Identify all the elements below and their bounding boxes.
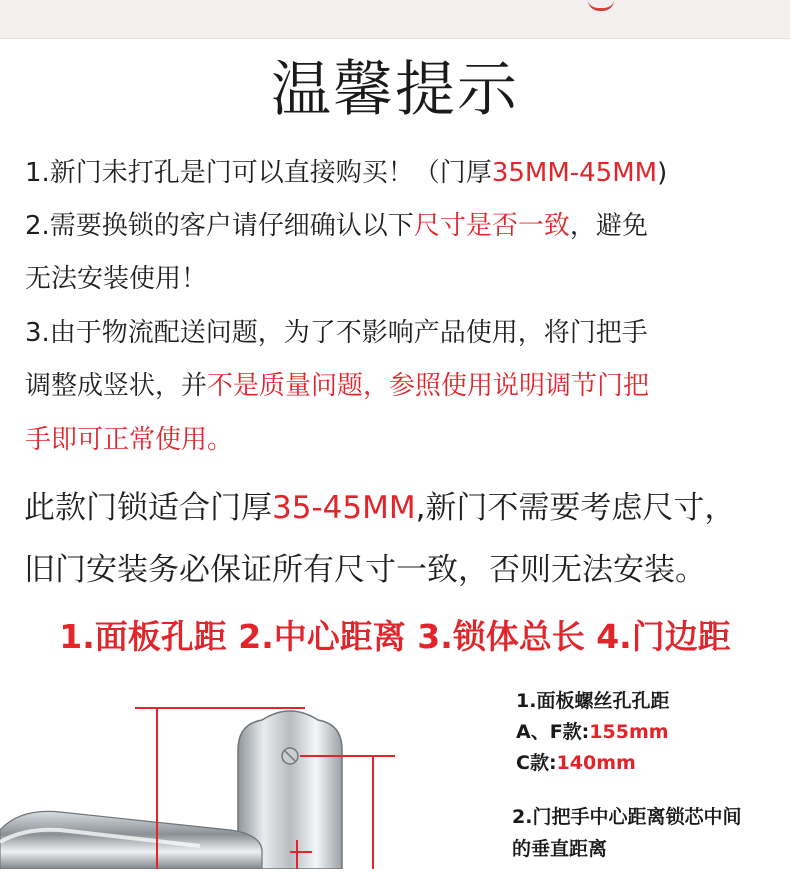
note-2-end: ，避免: [569, 211, 648, 241]
note-line-2: [25, 209, 648, 243]
dimension-1-af-value: 155mm: [589, 721, 669, 743]
note-5-highlight: 不是质量问题，参照使用说明调节门把: [207, 371, 650, 401]
note-line-3: [25, 262, 207, 296]
statement-1-highlight: 35-45MM: [272, 490, 416, 526]
note-5-text: 调整成竖状，并: [25, 371, 208, 401]
note-3-text: 无法安装使用！: [25, 264, 208, 294]
note-6-highlight: 手即可正常使用。: [25, 425, 234, 455]
dimension-1-c: [516, 750, 636, 776]
statement-line-1: [24, 488, 735, 528]
dimension-headline: 1.面板孔距 2.中心距离 3.锁体总长 4.门边距: [59, 617, 731, 656]
statement-line-2: [24, 550, 706, 590]
dimension-1-af: [516, 719, 669, 745]
handle-lever: [0, 811, 262, 869]
note-2-text: 2.需要换锁的客户请仔细确认以下: [25, 211, 414, 241]
note-line-6: [25, 423, 233, 457]
top-banner-strip: [0, 0, 790, 39]
dimension-1-c-label: C款:: [516, 752, 557, 774]
dimension-1-c-value: 140mm: [556, 752, 636, 774]
note-1-highlight: 35MM-45MM: [491, 158, 658, 188]
handle-diagram: [0, 680, 790, 869]
page-title: 温馨提示: [271, 55, 519, 125]
dimension-2-title: 2.门把手中心距离锁芯中间: [512, 806, 742, 828]
note-1-text: 1.新门未打孔是门可以直接购买！（门厚: [25, 158, 492, 188]
statement-1-end: ,新门不需要考虑尺寸，: [415, 490, 736, 526]
statement-1-text: 此款门锁适合门厚: [24, 490, 272, 526]
dimension-1-title: 1.面板螺丝孔孔距: [516, 690, 670, 712]
dimension-1-af-label: A、F款:: [516, 721, 590, 743]
statement-2-text: 旧门安装务必保证所有尺寸一致，否则无法安装。: [24, 552, 706, 588]
note-2-highlight: 尺寸是否一致: [413, 211, 570, 241]
note-line-1: [25, 156, 667, 190]
dimension-2-subtitle: 的垂直距离: [512, 838, 608, 860]
note-line-5: [25, 369, 649, 403]
door-handle-illustration: [0, 680, 790, 869]
note-4-text: 3.由于物流配送问题，为了不影响产品使用，将门把手: [25, 318, 648, 348]
note-line-4: [25, 316, 648, 350]
banner-decoration: [588, 0, 614, 11]
note-1-end: ): [657, 158, 668, 188]
